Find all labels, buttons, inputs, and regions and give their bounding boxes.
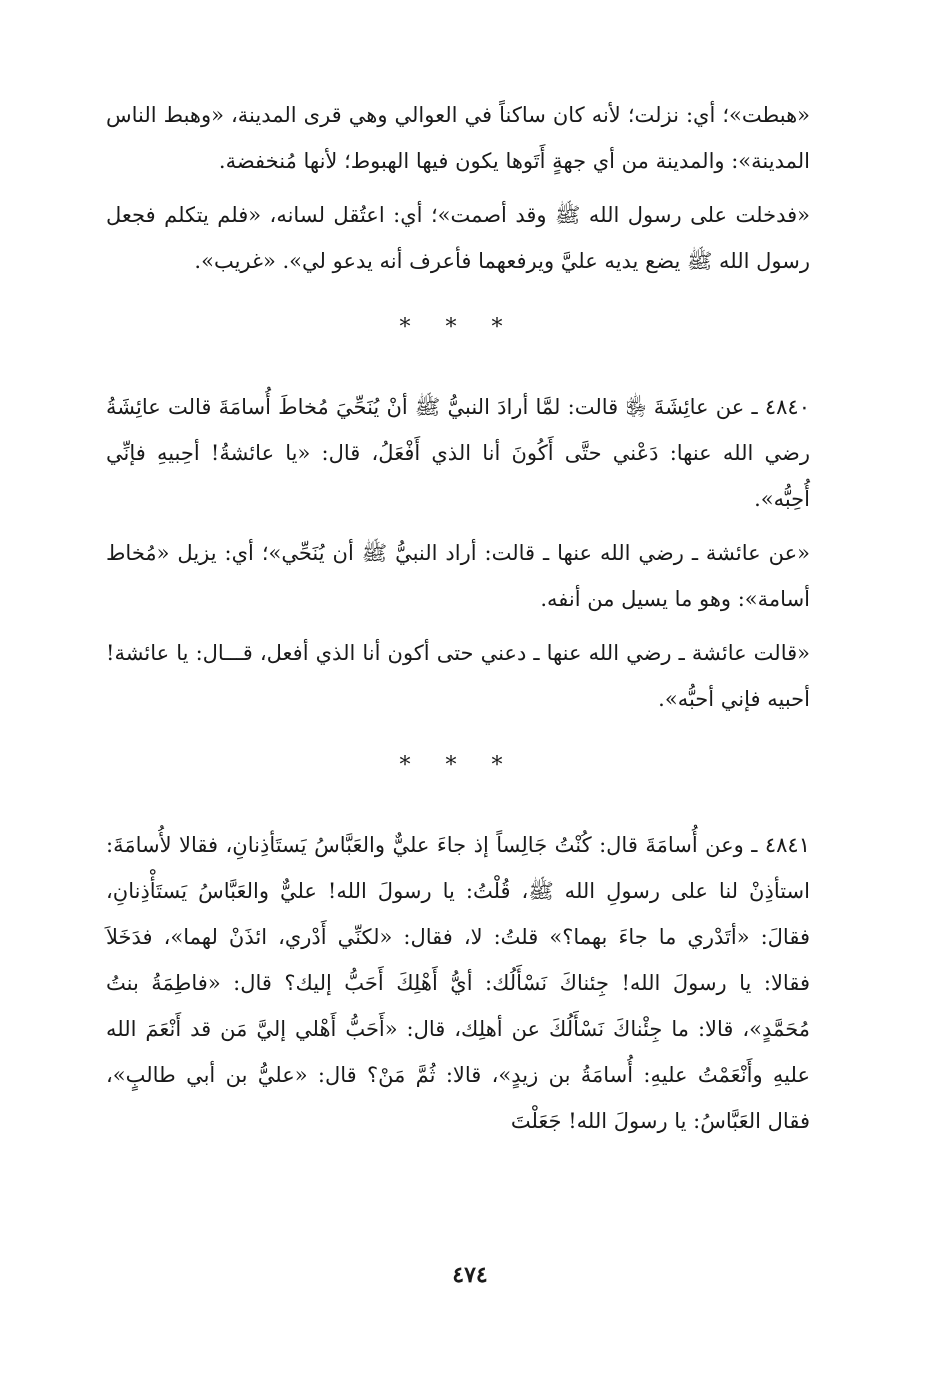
paragraph-hubatat: «هبطت»؛ أي: نزلت؛ لأنه كان ساكناً في العوالي وهي قرى المدينة، «وهبط الناس المدينة»: والمدينة من أي جهةٍ أَتَوها يكون فيها الهبوط؛ لأنها مُنخفضة. bbox=[106, 103, 810, 173]
paragraph-spacer bbox=[106, 622, 810, 630]
section-separator: * * * bbox=[399, 753, 517, 778]
paragraph-spacer bbox=[106, 522, 810, 530]
section-spacer bbox=[106, 284, 810, 308]
section-spacer bbox=[106, 786, 810, 822]
page-number: ٤٧٤ bbox=[452, 1262, 488, 1288]
section-separator: * * * bbox=[399, 315, 517, 340]
section-spacer bbox=[106, 722, 810, 746]
hadith-4840: ٤٨٤٠ ـ عن عائِشَةَ ﵂ قالت: لمَّا أرادَ النبيُّ ﷺ أنْ يُنَحِّيَ مُخاطَ أُسامَةَ قالت عائِشَةُ رضي الله عنها: دَعْني حتَّى أَكُونَ أنا الذي أَفْعَلُ، قال: «يا عائشةُ! أحِبيهِ فإنِّي أُحِبُّه». bbox=[106, 395, 810, 511]
commentary-aisha-1: «عن عائشة ـ رضي الله عنها ـ قالت: أراد النبيُّ ﷺ أن يُنَحِّي»؛ أي: يزيل «مُخاط أسامة»: وهو ما يسيل من أنفه. bbox=[106, 541, 810, 611]
page-body bbox=[106, 92, 810, 1144]
section-spacer bbox=[106, 348, 810, 384]
paragraph-spacer bbox=[106, 184, 810, 192]
commentary-aisha-2: «قالت عائشة ـ رضي الله عنها ـ دعني حتى أكون أنا الذي أفعل، قـــال: يا عائشة! أحبيه فإني أحبُّه». bbox=[106, 641, 810, 711]
hadith-4841: ٤٨٤١ ـ وعن أُسامَةَ قال: كُنْتُ جَالِساً إذ جاءَ عليٌّ والعَبَّاسُ يَستَأذِنانِ، فقالا لأُسامَةَ: استأذِنْ لنا على رسولِ الله ﷺ، قُلْتُ: يا رسولَ الله! عليٌّ والعَبَّاسُ يَستَأْذِنانِ، فقالَ: «أتَدْري ما جاءَ بهما؟» قلتُ: لا، فقال: «لكنِّي أَدْري، ائذَنْ لهما»، فدَخَلاَ فقالا: يا رسولَ الله! جِئناكَ نَسْأَلُك: أيُّ أَهْلِكَ أَحَبُّ إليك؟ قال: «فاطِمَةُ بنتُ مُحَمَّدٍ»، قالا: ما جِئْناكَ نَسْأَلُكَ عن أهلِك، قال: «أَحَبُّ أَهْلي إليَّ مَن قد أَنْعَمَ الله عليهِ وأَنْعَمْتُ عليهِ: أُسامَةُ بن زيدٍ»، قالا: ثُمَّ مَنْ؟ قال: «عليُّ بن أبي طالبٍ»، فقال العَبَّاسُ: يا رسولَ الله! جَعَلْتَ bbox=[106, 833, 810, 1133]
paragraph-fadakhaltu: «فدخلت على رسول الله ﷺ وقد أصمت»؛ أي: اعتُقل لسانه، «فلم يتكلم فجعل رسول الله ﷺ يضع يديه عليَّ ويرفعهما فأعرف أنه يدعو لي». «غريب». bbox=[106, 203, 810, 273]
